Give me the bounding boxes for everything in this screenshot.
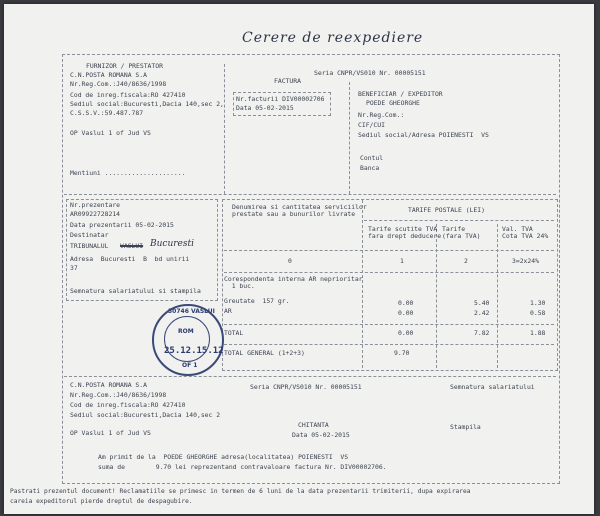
stamp-ring-top: 30746 VASLUI	[168, 308, 215, 315]
invoice-number: Nr.facturii DIV00002706	[236, 95, 325, 103]
receipt-divider	[64, 376, 556, 377]
stamp-date: 25.12.15.12	[164, 346, 224, 356]
destination-address: Adresa Bucuresti B bd unirii	[70, 255, 190, 263]
supplier-address: Sediul social:Bucuresti,Dacia 140,sec 2,	[70, 100, 224, 108]
table-header-divider	[224, 250, 554, 251]
stamp-center: ROM	[178, 328, 194, 335]
tariff-header-divider	[364, 220, 554, 221]
stamp-ring-bottom: OF 1	[182, 362, 198, 369]
handwritten-header: Cerere de reexpediere	[242, 30, 424, 46]
weight-label: Greutate 157 gr.	[224, 297, 290, 305]
row-2-exempt: 0.00	[398, 309, 414, 317]
table-index-divider	[224, 272, 554, 273]
col-index-2: 2	[464, 257, 468, 265]
receipt-address: Sediul social:Bucuresti,Dacia 140,sec 2	[70, 411, 221, 419]
total-tariff: 7.82	[474, 329, 490, 337]
table-col-divider-2	[436, 224, 437, 368]
presentation-number: AR09922728214	[70, 210, 121, 218]
destination-struck: VASLUI	[120, 242, 144, 250]
row-1-tariff: 5.40	[474, 299, 490, 307]
supplier-title: FURNIZOR / PRESTATOR	[86, 62, 163, 70]
account-label: Contul	[360, 154, 384, 162]
tariff-header: TARIFE POSTALE (LEI)	[408, 206, 485, 214]
presentation-date: Data prezentarii 05-02-2015	[70, 221, 174, 229]
employee-signature: Semnatura salariatului si stampila	[70, 287, 201, 295]
mentions: Mentiuni .....................	[70, 169, 186, 177]
presentation-number-label: Nr.prezentare	[70, 201, 121, 209]
received-line-1: Am primit de la POEDE GHEORGHE adresa(localitatea) POIENESTI VS	[98, 453, 349, 461]
row-2-vat: 0.58	[530, 309, 546, 317]
receipt-stampila: Stampila	[450, 423, 481, 431]
footer-line-1: Pastrati prezentul document! Reclamatiile se primesc in termen de 6 luni de la data prezentarii trimiterii, dupa expirarea	[10, 488, 471, 495]
service-header: Denumirea si cantitatea serviciilor prestate sau a bunurilor livrate	[232, 203, 367, 218]
total-label: TOTAL	[224, 329, 244, 337]
receipt-signature: Semnatura salariatului	[450, 383, 535, 391]
invoice-date: Data 05-02-2015	[236, 104, 294, 112]
col-tariff-header: Tarife (fara TVA)	[442, 225, 481, 240]
destination-label: Destinatar	[70, 231, 109, 239]
destination-number: 37	[70, 264, 78, 272]
receipt-reg: Nr.Reg.Com.:J40/8636/1998	[70, 391, 167, 399]
table-col-divider-3	[497, 224, 498, 368]
beneficiary-address: Sediul social/Adresa POIENESTI VS	[358, 131, 489, 139]
supplier-csv: C.S.S.V.:59.487.787	[70, 109, 144, 117]
handwritten-destination: Bucuresti	[150, 239, 194, 249]
grand-total-value: 9.70	[394, 349, 410, 357]
supplier-fiscal: Cod de inreg.fiscala:RO 427410	[70, 91, 186, 99]
invoice-title: FACTURA	[274, 77, 301, 85]
receipt-date: Data 05-02-2015	[292, 431, 350, 439]
beneficiary-name: POEDE GHEORGHE	[366, 99, 420, 107]
beneficiary-reg: Nr.Reg.Com.:	[358, 111, 405, 119]
receipt-series: Seria CNPR/VS010 Nr. 00005151	[250, 383, 362, 391]
total-vat: 1.88	[530, 329, 546, 337]
bank-label: Banca	[360, 164, 380, 172]
receipt-fiscal: Cod de inreg.fiscala:RO 427410	[70, 401, 186, 409]
supplier-office: OP Vaslui 1 of Jud VS	[70, 129, 151, 137]
col-index-1: 1	[400, 257, 404, 265]
destination-name: TRIBUNALUL	[70, 242, 109, 250]
beneficiary-cif: CIF/CUI	[358, 121, 385, 129]
supplier-name: C.N.POSTA ROMANA S.A	[70, 71, 147, 79]
total-divider-bottom	[224, 344, 554, 345]
supplier-reg: Nr.Reg.Com.:J40/8636/1998	[70, 80, 167, 88]
beneficiary-title: BENEFICIAR / EXPEDITOR	[358, 90, 443, 98]
top-divider-right	[349, 82, 350, 194]
receipt-company: C.N.POSTA ROMANA S.A	[70, 381, 147, 389]
receipt-chitanta: CHITANTA	[298, 421, 329, 429]
row-1-vat: 1.30	[530, 299, 546, 307]
col-index-3: 3=2x24%	[512, 257, 539, 265]
col-exempt-header: Tarife scutite TVA fara drept deducere	[368, 225, 442, 240]
footer-line-2: careia expeditorul pierde dreptul de despagubire.	[10, 498, 193, 505]
service-description: Corespondenta interna AR neprioritar 1 buc.	[224, 275, 363, 290]
col-vat-header: Val. TVA Cota TVA 24%	[502, 225, 549, 240]
receipt-office: OP Vaslui 1 of Jud VS	[70, 429, 151, 437]
top-divider-left	[224, 64, 225, 194]
col-index-0: 0	[288, 257, 292, 265]
row-2-tariff: 2.42	[474, 309, 490, 317]
top-section-divider	[64, 194, 556, 195]
total-divider-top	[224, 324, 554, 325]
series-top: Seria CNPR/VS010 Nr. 00005151	[314, 69, 426, 77]
total-exempt: 0.00	[398, 329, 414, 337]
postal-stamp	[152, 304, 224, 376]
grand-total-label: TOTAL GENERAL (1+2+3)	[224, 349, 305, 357]
received-line-2: suma de 9.70 lei reprezentand contravaloare factura Nr. DIV00002706.	[98, 463, 387, 471]
ar-label: AR	[224, 307, 232, 315]
invoice-document	[4, 4, 594, 514]
row-1-exempt: 0.00	[398, 299, 414, 307]
